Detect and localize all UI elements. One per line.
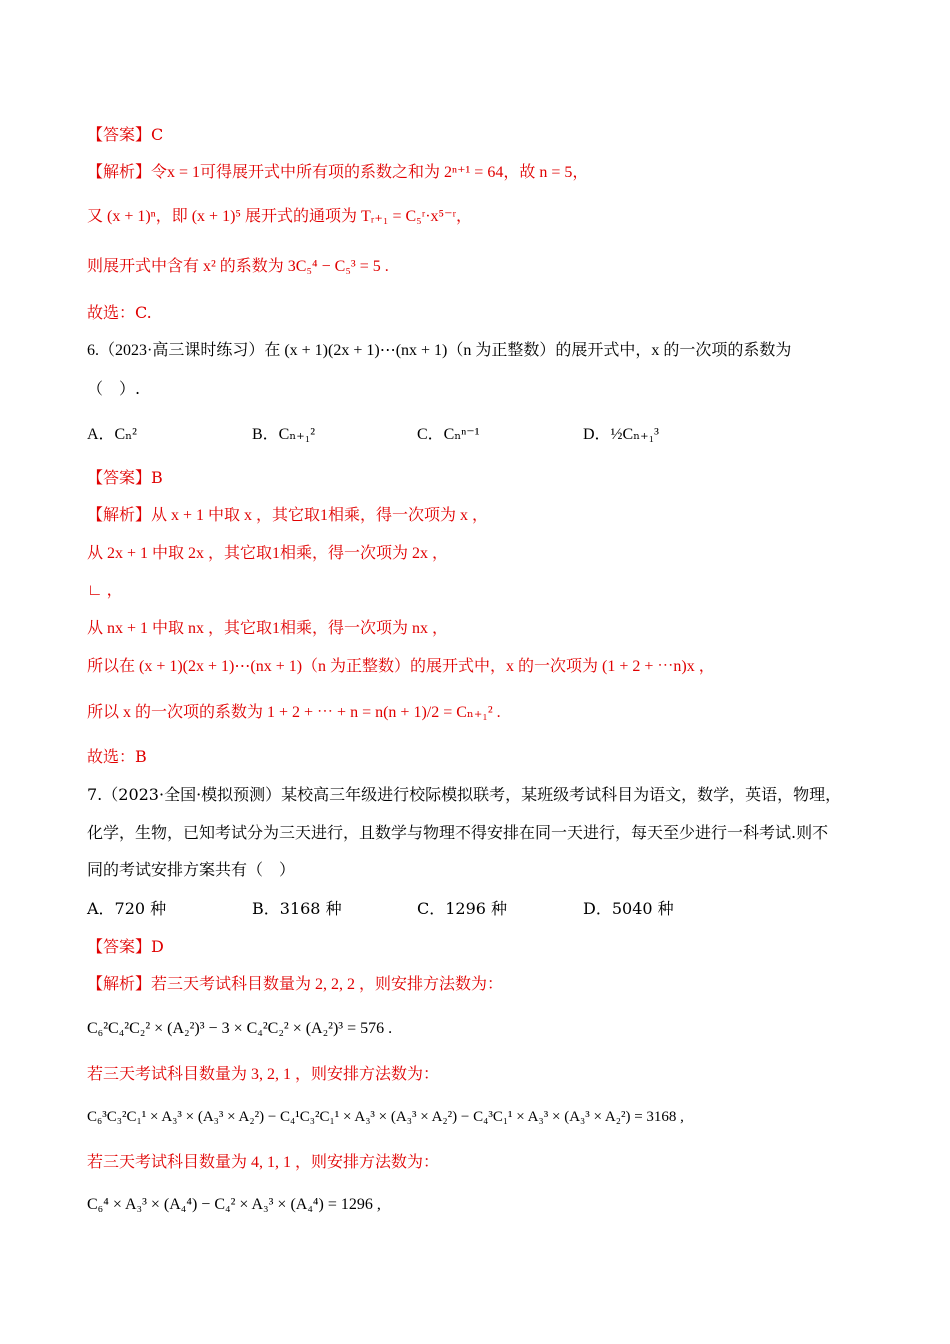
q5-analysis-line-1: 【解析】令x = 1可得展开式中所有项的系数之和为 2ⁿ⁺¹ = 64，故 n = 5， xyxy=(87,164,589,181)
q7-formula-2: C₆³C₃²C₁¹ × A₃³ × (A₃³ × A₂²) − C₄¹C₃²C₁¹ × A₃³ × (A₃³ × A₂²) − C₄³C₁¹ × A₃³ × (A₃³ × A₂²) = 3168 , xyxy=(87,1109,684,1125)
q6-stem-line-1: 6.（2023·高三课时练习）在 (x + 1)(2x + 1)⋯(nx + 1)（n 为正整数）的展开式中，x 的一次项的系数为 xyxy=(87,342,792,359)
q5-conclusion: 故选：C. xyxy=(87,303,152,322)
q6-analysis-line-1: 【解析】从 x + 1 中取 x ，其它取1相乘，得一次项为 x ， xyxy=(87,507,489,524)
q7-analysis-line-1: 【解析】若三天考试科目数量为 2, 2, 2 ，则安排方法数为： xyxy=(87,976,504,993)
q5-analysis-line-3: 则展开式中含有 x² 的系数为 3C₅⁴ − C₅³ = 5 . xyxy=(87,258,389,275)
q7-analysis-line-3: 若三天考试科目数量为 4, 1, 1 ，则安排方法数为： xyxy=(87,1154,440,1171)
q6-option-a: A．Cₙ² xyxy=(87,426,137,443)
q7-stem-line-1: 7.（2023·全国·模拟预测）某校高三年级进行校际模拟联考，某班级考试科目为语文，数学，英语，物理， xyxy=(87,785,842,804)
q5-analysis-line-2: 又 (x + 1)ⁿ，即 (x + 1)⁵ 展开式的通项为 Tᵣ₊₁ = C₅ʳ·x⁵⁻ʳ， xyxy=(87,208,473,225)
q7-option-c: C．1296 种 xyxy=(417,899,508,918)
q6-option-c: C．Cₙⁿ⁻¹ xyxy=(417,426,480,443)
q6-conclusion: 故选：B xyxy=(87,747,147,766)
q6-analysis-line-5: 所以在 (x + 1)(2x + 1)⋯(nx + 1)（n 为正整数）的展开式中，x 的一次项为 (1 + 2 + ⋯n)x ， xyxy=(87,658,715,675)
q7-stem-line-3: 同的考试安排方案共有（ ） xyxy=(87,860,296,879)
q5-answer: 【答案】C xyxy=(87,125,164,144)
q6-analysis-line-2: 从 2x + 1 中取 2x ，其它取1相乘，得一次项为 2x ， xyxy=(87,545,449,562)
q7-option-a: A．720 种 xyxy=(87,899,167,918)
q6-option-d: D．½Cₙ₊₁³ xyxy=(583,426,659,443)
q6-option-b: B．Cₙ₊₁² xyxy=(252,426,316,443)
q6-analysis-line-6: 所以 x 的一次项的系数为 1 + 2 + ⋯ + n = n(n + 1)/2 = Cₙ₊₁² . xyxy=(87,704,501,721)
q7-formula-1: C₆²C₄²C₂² × (A₂²)³ − 3 × C₄²C₂² × (A₂²)³ = 576 . xyxy=(87,1020,393,1037)
q6-stem-line-2: （ ）. xyxy=(87,379,141,398)
q6-analysis-line-4: 从 nx + 1 中取 nx ，其它取1相乘，得一次项为 nx ， xyxy=(87,620,449,637)
q6-analysis-line-3: ∟ ， xyxy=(87,582,123,599)
q7-stem-line-2: 化学，生物，已知考试分为三天进行，且数学与物理不得安排在同一天进行，每天至少进行一科考试.则不 xyxy=(87,823,829,842)
q7-option-b: B．3168 种 xyxy=(252,899,342,918)
q7-answer: 【答案】D xyxy=(87,937,164,956)
q7-formula-3: C₆⁴ × A₃³ × (A₄⁴) − C₄² × A₃³ × (A₄⁴) = 1296 , xyxy=(87,1196,381,1213)
q6-answer: 【答案】B xyxy=(87,468,163,487)
q7-analysis-line-2: 若三天考试科目数量为 3, 2, 1 ，则安排方法数为： xyxy=(87,1066,440,1083)
q7-option-d: D．5040 种 xyxy=(583,899,674,918)
